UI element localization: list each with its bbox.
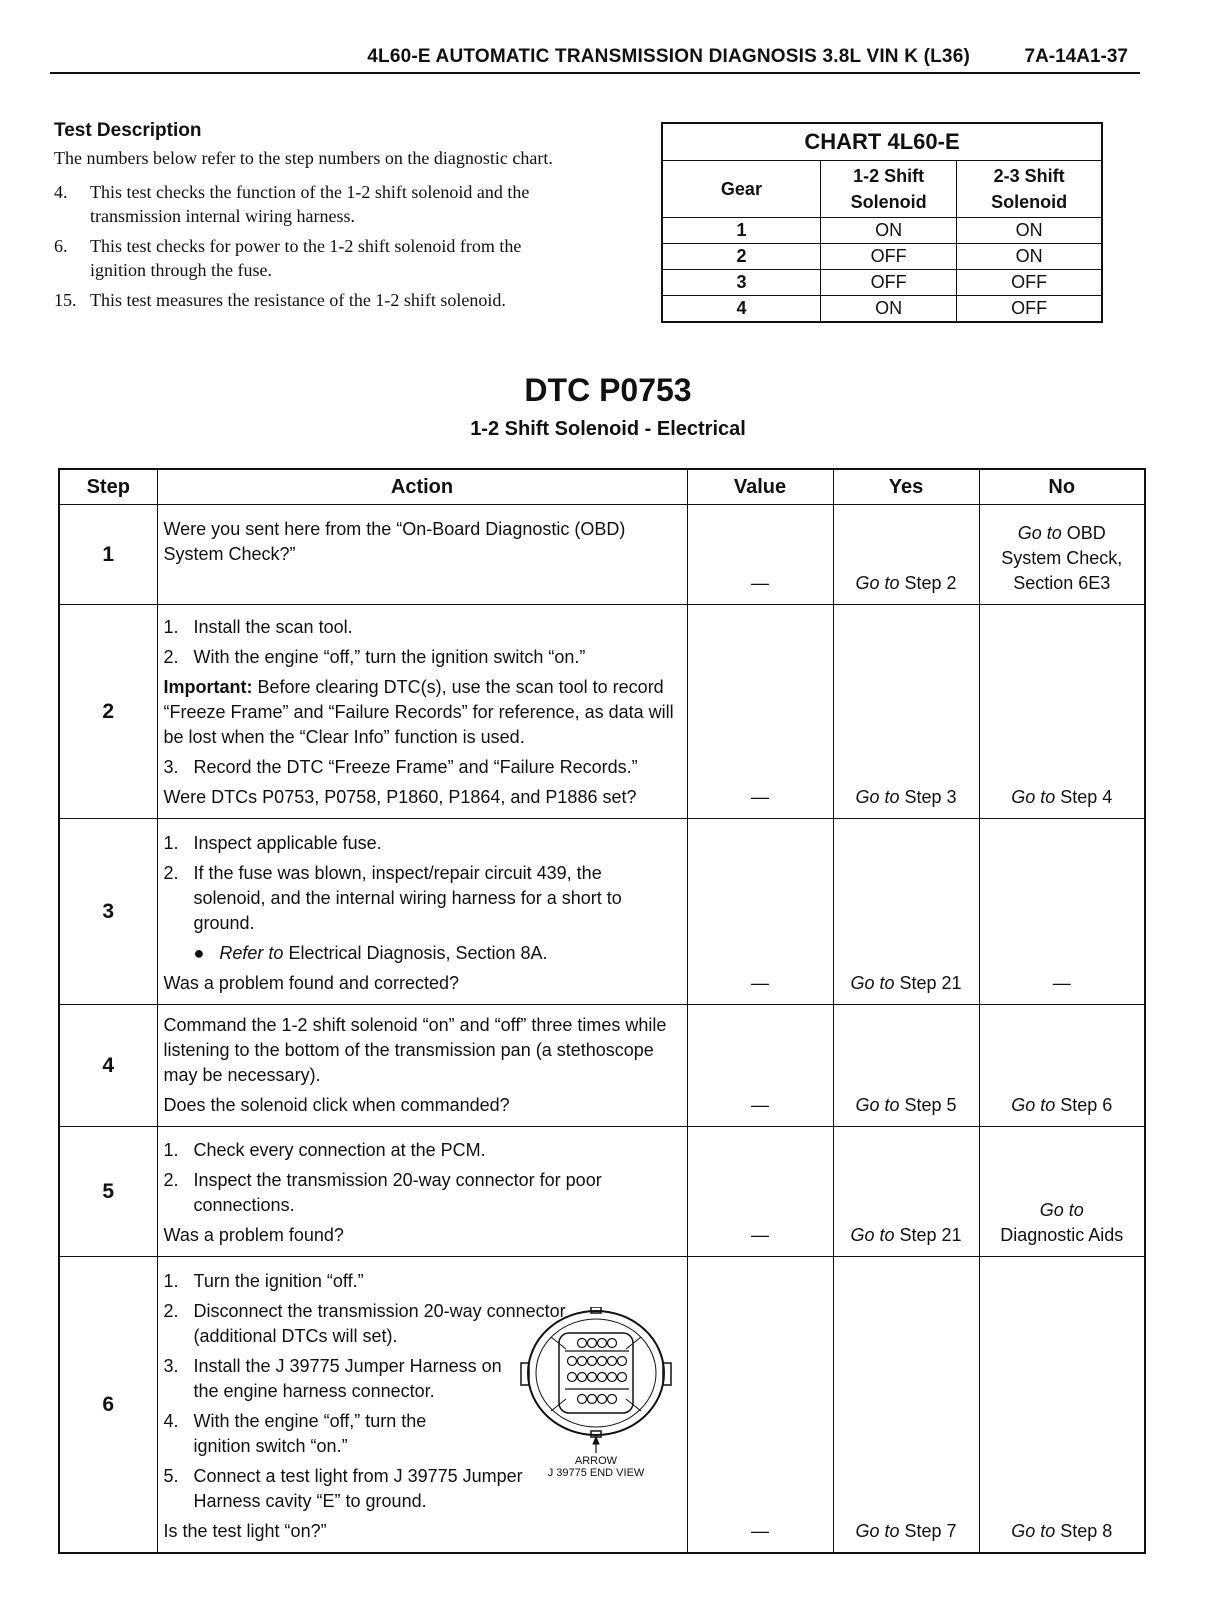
no-target: Diagnostic Aids [1000,1225,1124,1245]
table-row [59,1127,1145,1257]
action-question: Was a problem found? [163,1225,344,1245]
action-list-item [164,1138,681,1163]
bullet-text: Electrical Diagnosis, Section 8A. [288,943,548,963]
yes-target: Step 2 [904,573,957,593]
action-list-item [164,861,681,936]
item-number: 3. [163,1355,179,1376]
header-value: Value [687,469,833,505]
test-description-item [54,180,574,228]
item-text: With the engine “off,” turn the ignition switch “on.” [193,1410,427,1456]
figure-caption: J 39775 END VIEW [547,1467,644,1477]
action-list-item [164,615,681,640]
diagnostic-table [58,468,1146,1554]
gear-chart [661,122,1103,323]
header-yes: Yes [833,469,979,505]
no-target: Step 6 [1060,1095,1113,1115]
value-cell: — [687,819,833,1005]
item-number: 2. [163,647,179,667]
shift-23-value: OFF [957,270,1102,296]
item-number: 1. [163,1140,179,1160]
goto-label: Go to [855,573,900,593]
yes-cell [833,605,979,819]
yes-target: Step 3 [904,787,957,807]
item-number: 2. [163,1170,179,1190]
table-header-row [59,469,1145,505]
no-cell [979,505,1145,605]
goto-label: Go to [850,973,895,993]
action-list-item [164,831,681,856]
goto-label: Go to [855,787,900,807]
item-number: 6. [54,236,68,256]
action-text: Were you sent here from the “On-Board Diagnostic (OBD) System Check?” [163,519,626,564]
no-target: Step 4 [1060,787,1113,807]
no-target: OBD System Check, Section 6E3 [1001,523,1123,593]
arrow-label: ARROW [574,1455,617,1467]
step-number: 1 [59,505,157,605]
item-text: Inspect applicable fuse. [193,833,382,853]
action-question: Does the solenoid click when commanded? [163,1095,510,1115]
header-title: 4L60-E AUTOMATIC TRANSMISSION DIAGNOSIS 3.8L VIN K (L36) [367,46,970,67]
item-number: 4. [163,1410,179,1431]
yes-cell [833,819,979,1005]
yes-cell [833,1257,979,1553]
gear-chart-title: CHART 4L60-E [662,123,1102,161]
no-cell [979,1257,1145,1553]
item-text: This test measures the resistance of the 1-2 shift solenoid. [90,290,506,310]
gear-row [662,270,1102,296]
item-text: Disconnect the transmission 20-way connector (additional DTCs will set). [193,1300,566,1346]
shift-23-header: 2-3 Shift Solenoid [957,161,1102,218]
action-cell [157,819,687,1005]
value-cell: — [687,1127,833,1257]
yes-target: Step 21 [899,973,962,993]
item-text: This test checks for power to the 1-2 shift solenoid from the ignition through the fuse. [90,236,522,280]
goto-label: Go to [855,1095,900,1115]
value-cell: — [687,605,833,819]
header-step: Step [59,469,157,505]
item-text: If the fuse was blown, inspect/repair circuit 439, the solenoid, and the internal wiring harness for a short to ground. [193,863,622,933]
item-number: 15. [54,290,77,310]
gear-row [662,296,1102,323]
gear-row [662,218,1102,244]
table-row [59,505,1145,605]
item-text: With the engine “off,” turn the ignition switch “on.” [193,647,586,667]
step-number: 4 [59,1005,157,1127]
yes-target: Step 5 [904,1095,957,1115]
test-description-item [54,234,574,282]
shift-23-value: ON [957,218,1102,244]
header-action: Action [157,469,687,505]
item-number: 2. [163,1300,179,1321]
no-cell [979,605,1145,819]
gear-value: 1 [662,218,820,244]
goto-label: Go to [1011,1095,1056,1115]
action-bullet [164,941,681,966]
step-number: 6 [59,1257,157,1553]
action-list-item [164,1269,681,1294]
step-number: 3 [59,819,157,1005]
no-cell [979,1127,1145,1257]
important-note [164,675,681,750]
goto-label: Go to [1011,787,1056,807]
shift-12-header: 1-2 Shift Solenoid [820,161,956,218]
item-text: Connect a test light from J 39775 Jumper Harness cavity “E” to ground. [193,1465,523,1511]
action-cell [157,1257,687,1553]
value-cell: — [687,505,833,605]
shift-23-value: ON [957,244,1102,270]
goto-label: Go to [1017,523,1062,543]
connector-pins [565,1339,629,1404]
action-cell [157,605,687,819]
item-number: 1. [163,833,179,853]
action-text: Command the 1-2 shift solenoid “on” and “off” three times while listening to the bottom of the transmission pan (a stethoscope may be necessary). [163,1015,667,1085]
step-number: 2 [59,605,157,819]
no-cell: — [979,819,1145,1005]
shift-12-value: OFF [820,270,956,296]
test-description-heading: Test Description [54,120,202,141]
table-row [59,1005,1145,1127]
item-text: Record the DTC “Freeze Frame” and “Failure Records.” [193,757,638,777]
no-target: Step 8 [1060,1520,1113,1541]
item-text: Install the J 39775 Jumper Harness on the engine harness connector. [193,1355,502,1401]
page-number: 7A-14A1-37 [1024,46,1128,67]
value-cell: — [687,1005,833,1127]
yes-cell [833,1005,979,1127]
important-label: Important: [163,677,253,697]
arrow-icon [593,1437,599,1453]
step-number: 5 [59,1127,157,1257]
item-text: This test checks the function of the 1-2 shift solenoid and the transmission internal wiring harness. [90,182,530,226]
goto-label: Go to [855,1520,900,1541]
action-question: Were DTCs P0753, P0758, P1860, P1864, and P1886 set? [163,787,637,807]
item-text: Check every connection at the PCM. [193,1140,486,1160]
gear-value: 2 [662,244,820,270]
action-cell [157,505,687,605]
gear-value: 4 [662,296,820,323]
value-cell: — [687,1257,833,1553]
item-text: Install the scan tool. [193,617,353,637]
item-number: 5. [163,1465,179,1486]
gear-value: 3 [662,270,820,296]
refer-label: Refer to [219,943,284,963]
test-description [54,120,574,318]
action-cell [157,1005,687,1127]
table-row [59,819,1145,1005]
action-question: Was a problem found and corrected? [163,973,459,993]
gear-row [662,244,1102,270]
yes-cell [833,505,979,605]
item-number: 2. [163,863,179,883]
shift-12-value: OFF [820,244,956,270]
item-number: 3. [163,757,179,777]
goto-label: Go to [1039,1200,1084,1220]
table-row [59,1257,1145,1553]
yes-target: Step 21 [899,1225,962,1245]
goto-label: Go to [1011,1520,1056,1541]
goto-label: Go to [850,1225,895,1245]
item-number: 1. [163,617,179,637]
yes-target: Step 7 [904,1520,957,1541]
important-text: Before clearing DTC(s), use the scan tool to record “Freeze Frame” and “Failure Records” for reference, as data will be lost when the “Clear Info” function is used. [163,677,674,747]
item-number: 4. [54,182,68,202]
action-list-item [164,1168,681,1218]
action-list-item [164,755,681,780]
page-header [50,40,1140,74]
shift-23-value: OFF [957,296,1102,323]
connector-end-view-figure [511,1307,681,1477]
item-text: Turn the ignition “off.” [193,1270,364,1291]
item-text: Inspect the transmission 20-way connector for poor connections. [193,1170,602,1215]
action-cell [157,1127,687,1257]
shift-12-value: ON [820,218,956,244]
dtc-code: DTC P0753 [524,372,692,408]
test-description-intro: The numbers below refer to the step numbers on the diagnostic chart. [54,148,553,168]
test-description-item [54,288,574,312]
table-row [59,605,1145,819]
yes-cell [833,1127,979,1257]
item-number: 1. [163,1270,179,1291]
dtc-subtitle: 1-2 Shift Solenoid - Electrical [470,418,746,440]
bullet-icon: ● [193,943,215,963]
shift-12-value: ON [820,296,956,323]
connector-body [521,1307,671,1437]
action-list-item [164,645,681,670]
action-question: Is the test light “on?” [163,1520,327,1541]
no-cell [979,1005,1145,1127]
header-no: No [979,469,1145,505]
gear-header: Gear [662,161,820,218]
